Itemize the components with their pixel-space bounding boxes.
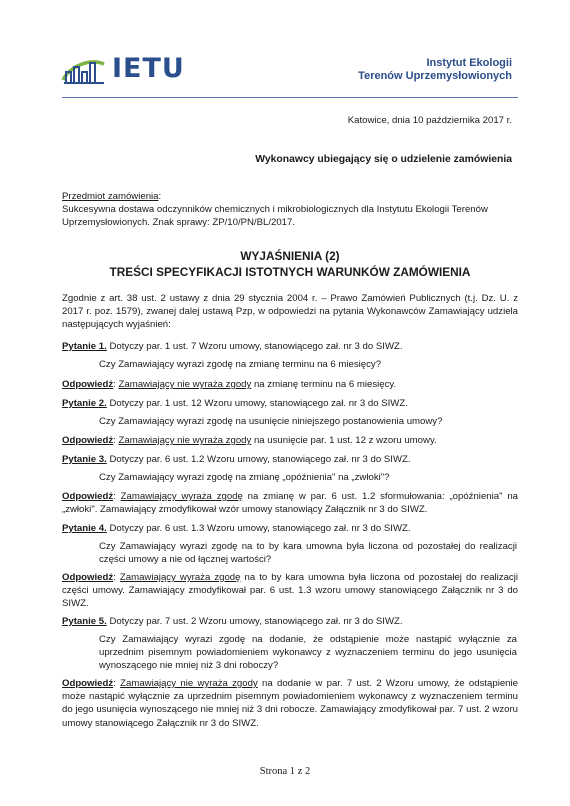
question-ref-5: Pytanie 5. Dotyczy par. 7 ust. 2 Wzoru umowy, stanowiącego zał. nr 3 do SIWZ. [62,616,403,627]
subject-block: Przedmiot zamówienia: Sukcesywna dostawa odczynników chemicznych i mikrobiologicznych dla Instytutu Ekologii Terenów Uprzemysłowionych. Znak sprawy: ZP/10/PN/BL/2017. [62,190,518,230]
question-text-1: Czy Zamawiający wyrazi zgodę na zmianę terminu na 6 miesięcy? [99,359,382,370]
subject-label: Przedmiot zamówienia [62,191,159,202]
intro-paragraph: Zgodnie z art. 38 ust. 2 ustawy z dnia 29 stycznia 2004 r. – Prawo Zamówień Publicznych (t.j. Dz. U. z 2017 r. poz. 1579), zwanej dalej ustawą Pzp, w odpowiedzi na pytania Wykonawców Zamawiający udziela następujących wyjaśnień: [62,293,518,331]
header-rule [62,97,518,98]
question-text-5: Czy Zamawiający wyrazi zgodę na dodanie, że odstąpienie może nastąpić wyłącznie za uprzednim pisemnym powiadomieniem wykonawcy z wyznaczeniem terminu do jego usunięcia wynoszącego nie mniej niż 3 dni roboczy? [99,634,517,672]
subject-text: Sukcesywna dostawa odczynników chemicznych i mikrobiologicznych dla Instytutu Ekologii Terenów Uprzemysłowionych. Znak sprawy: ZP/10/PN/BL/2017. [62,204,488,229]
question-text-3: Czy Zamawiający wyrazi zgodę na zmianę „opóźnienia" na „zwłoki"? [99,472,390,483]
question-text-4: Czy Zamawiający wyrazi zgodę na to by kara umowna była liczona od pozostałej do realizacji części umowy a nie od łącznej wartości? [99,541,517,566]
document-title: WYJAŚNIENIA (2) TREŚCI SPECYFIKACJI ISTOTNYCH WARUNKÓW ZAMÓWIENIA [109,249,471,279]
institute-name: Instytut Ekologii Terenów Uprzemysłowionych [358,57,512,82]
date-line: Katowice, dnia 10 października 2017 r. [347,115,512,126]
answer-5: Odpowiedź: Zamawiający nie wyraża zgody na dodanie w par. 7 ust. 2 Wzoru umowy, że odstąpienie może nastąpić wyłącznie za uprzednim pisemnym powiadomieniem wykonawcy z wyznaczeniem terminu do jego usunięcia wynoszącego nie mniej niż 3 dni robocze. Zamawiający zmodyfikował par. 7 ust. 2 wzoru umowy stanowiącego Załącznik nr 3 do SIWZ. [62,678,518,729]
ietu-logo-icon [60,50,110,86]
question-ref-1: Pytanie 1. Dotyczy par. 1 ust. 7 Wzoru umowy, stanowiącego zał. nr 3 do SIWZ. [62,341,403,352]
answer-1: Odpowiedź: Zamawiający nie wyraża zgody na zmianę terminu na 6 miesięcy. [62,379,397,390]
logo-wordmark: IETU [112,53,185,84]
question-ref-2: Pytanie 2. Dotyczy par. 1 ust. 12 Wzoru umowy, stanowiącego zał. nr 3 do SIWZ. [62,398,408,409]
question-ref-4: Pytanie 4. Dotyczy par. 6 ust. 1.3 Wzoru umowy, stanowiącego zał. nr 3 do SIWZ. [62,523,411,534]
page-number: Strona 1 z 2 [259,766,311,777]
answer-3: Odpowiedź: Zamawiający wyraża zgodę na zmianę w par. 6 ust. 1.2 sformułowania: „opóźnienia" na „zwłoki". Zamawiający zmodyfikował wzór umowy stanowiący Załącznik nr 3 do SIWZ. [62,491,518,516]
question-text-2: Czy Zamawiający wyrazi zgodę na usunięcie niniejszego postanowienia umowy? [99,416,443,427]
addressee: Wykonawcy ubiegający się o udzielenie zamówienia [255,154,512,165]
answer-4: Odpowiedź: Zamawiający wyraża zgodę na to by kara umowna była liczona od pozostałej do realizacji części umowy. Zamawiający zmodyfikował par. 6 ust. 1.3 wzoru umowy stanowiącego Załącznik nr 3 do SIWZ. [62,572,518,610]
answer-2: Odpowiedź: Zamawiający nie wyraża zgody na usunięcie par. 1 ust. 12 z wzoru umowy. [62,435,437,446]
question-ref-3: Pytanie 3. Dotyczy par. 6 ust. 1.2 Wzoru umowy, stanowiącego zał. nr 3 do SIWZ. [62,454,411,465]
